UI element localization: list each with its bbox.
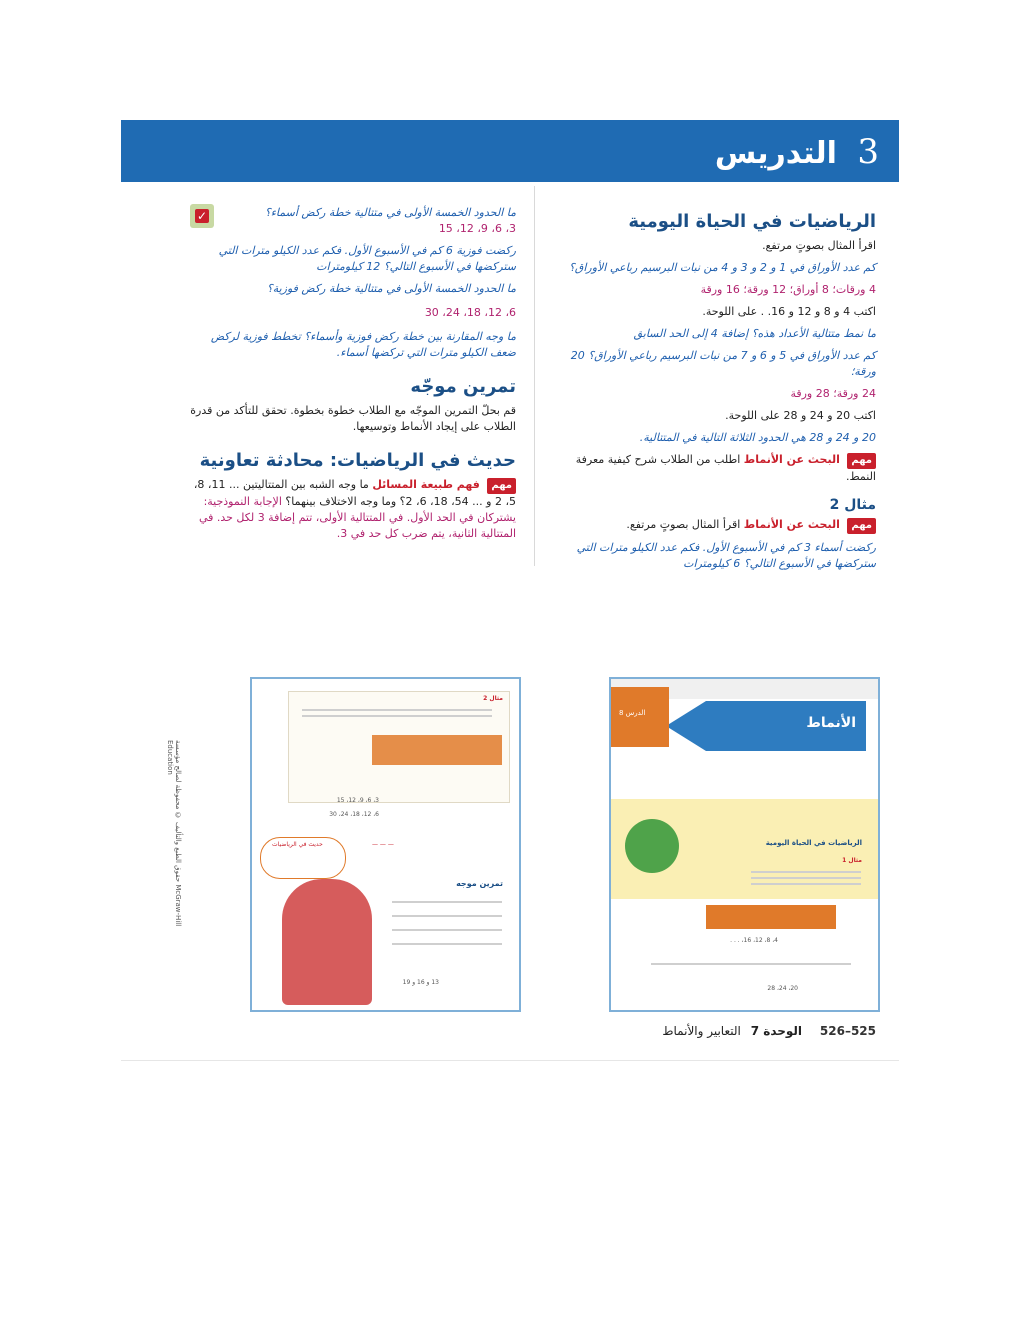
lesson-header-title bbox=[715, 132, 879, 172]
practice-tag: مهم bbox=[847, 453, 876, 469]
thumb-example: مثال 1 bbox=[842, 857, 862, 864]
line-6: 24 ورقة؛ 28 ورقة bbox=[790, 387, 876, 400]
example-text: اقرأ المثال بصوتٍ مرتفع. bbox=[626, 518, 741, 531]
thumb-text-line bbox=[302, 715, 492, 717]
thumb-text-line bbox=[751, 871, 861, 873]
a-fawzia-terms: 6، 12، 18، 24، 30 bbox=[424, 306, 516, 319]
math-talk-note bbox=[190, 477, 516, 542]
math-talk-title: حديث في الرياضيات: محادثة تعاونية bbox=[199, 450, 516, 471]
unit-title: التعابير والأنماط bbox=[662, 1024, 741, 1038]
math-talk-answer: الإجابة النموذجية: يشتركان في الحد الأول. في المتتالية الأولى، تتم إضافة 3 لكل حد. في المتتالية الثانية، يتم ضرب كل حد في 3. bbox=[198, 495, 516, 540]
student-page-thumbnail-left bbox=[250, 677, 521, 1012]
thumb-subtitle: الرياضيات في الحياة اليومية bbox=[765, 839, 862, 847]
line-8: 20 و 24 و 28 هي الحدود الثلاثة التالية في المتتالية. bbox=[639, 431, 876, 444]
thumb-text-line bbox=[392, 901, 502, 903]
lesson-header-band bbox=[121, 120, 899, 182]
lesson-number: 3 bbox=[857, 132, 879, 172]
example-2-note bbox=[548, 517, 876, 534]
thumb-left-guided: تمرين موجه bbox=[456, 879, 503, 888]
thumb-text-line bbox=[751, 877, 861, 879]
q-fawzia-terms: ما الحدود الخمسة الأولى في متتالية خطة ركض فوزية؟ bbox=[266, 282, 516, 295]
q-fawzia-next: ركضت فوزية 6 كم في الأسبوع الأول. فكم عدد الكيلو مترات التي ستركضها في الأسبوع التالي؟ 12 كيلومترات bbox=[218, 244, 516, 273]
q-asmaa-terms: ما الحدود الخمسة الأولى في متتالية خطة ركض أسماء؟ bbox=[264, 206, 516, 219]
column-divider bbox=[534, 186, 535, 566]
thumb-left-seq1: 3، 6، 9، 12، 15 bbox=[336, 797, 379, 804]
thumb-left-seq2: 6، 12، 18، 24، 30 bbox=[329, 811, 379, 818]
math-talk-text: ما وجه الشبه بين المتتاليتين ... 11، 8، 5، 2 و ... 54، 18، 6، 2؟ وما وجه الاختلاف بينهما؟ bbox=[193, 478, 516, 508]
section-title-everyday-math: الرياضيات في الحياة اليومية bbox=[628, 211, 876, 232]
thumb-left-talk-lines: — — — bbox=[372, 841, 394, 848]
left-column bbox=[190, 205, 516, 548]
copyright-credit: حقوق الطبع والتأليف © محفوظة لصالح مؤسسة McGraw-Hill Education bbox=[166, 740, 182, 927]
right-column bbox=[548, 210, 876, 578]
example-question: ركضت أسماء 3 كم في الأسبوع الأول. فكم عدد الكيلو مترات التي ستركضها في الأسبوع التالي؟ 6 كيلومترات bbox=[576, 541, 876, 570]
thumb-left-table bbox=[372, 735, 502, 765]
line-3: اكتب 4 و 8 و 12 و 16. . على اللوحة. bbox=[702, 305, 876, 318]
student-photo bbox=[282, 879, 372, 1005]
thumb-text-line bbox=[392, 943, 502, 945]
thumb-seq: 4، 8، 12، 16، . . . bbox=[730, 937, 778, 944]
thumb-table bbox=[706, 905, 836, 929]
line-7: اكتب 20 و 24 و 28 على اللوحة. bbox=[725, 409, 876, 422]
bottom-rule bbox=[121, 1060, 899, 1061]
thumb-answer: 20، 24، 28 bbox=[767, 985, 798, 992]
example-pattern-label: البحث عن الأنماط bbox=[743, 518, 840, 531]
q-compare: ما وجه المقارنة بين خطة ركض فوزية وأسماء؟ تخطط فوزية لركض ضعف الكيلو مترات التي تركضها أسماء. bbox=[210, 330, 516, 359]
thumb-left-example: مثال 2 bbox=[483, 695, 503, 702]
unit-label: الوحدة 7 bbox=[750, 1024, 803, 1038]
thumb-text-line bbox=[392, 915, 502, 917]
line-4: ما نمط متتالية الأعداد هذه؟ إضافة 4 إلى الحد السابق bbox=[633, 327, 876, 340]
practice-tag: مهم bbox=[487, 478, 516, 494]
example-2-title: مثال 2 bbox=[829, 497, 876, 513]
line-0: اقرأ المثال بصوتٍ مرتفع. bbox=[762, 239, 876, 252]
thumb-text-line bbox=[392, 929, 502, 931]
pattern-text: اطلب من الطلاب شرح كيفية معرفة النمط. bbox=[575, 453, 876, 483]
thumb-left-talk: حديث في الرياضيات bbox=[272, 841, 323, 848]
clover-image bbox=[625, 819, 679, 873]
guided-practice-text: قم بحلّ التمرين الموجّه مع الطلاب خطوة بخطوة. تحقق للتأكد من قدرة الطلاب على إيجاد الأنماط وتوسيعها. bbox=[190, 404, 516, 433]
line-5: كم عدد الأوراق في 5 و 6 و 7 من نبات البرسيم رباعي الأوراق؟ 20 ورقة؛ bbox=[570, 349, 876, 378]
a-asmaa-terms: 3، 6، 9، 12، 15 bbox=[438, 222, 516, 235]
guided-practice-title: تمرين موجّه bbox=[410, 376, 516, 397]
page-numbers: 525–526 bbox=[819, 1024, 876, 1038]
page-footer bbox=[662, 1024, 876, 1038]
math-talk-label: فهم طبيعة المسائل bbox=[372, 478, 480, 491]
thumb-lesson: الدرس 8 bbox=[619, 709, 646, 717]
lesson-title: التدريس bbox=[714, 136, 837, 171]
thumb-banner-title: الأنماط bbox=[806, 715, 856, 731]
pattern-note bbox=[548, 452, 876, 485]
student-page-thumbnail-right bbox=[609, 677, 880, 1012]
thumb-text-line bbox=[651, 963, 851, 965]
thumb-text-line bbox=[302, 709, 492, 711]
practice-tag: مهم bbox=[847, 518, 876, 534]
thumb-text-line bbox=[751, 883, 861, 885]
line-2: 4 ورقات؛ 8 أوراق؛ 12 ورقة؛ 16 ورقة bbox=[700, 283, 876, 296]
thumb-left-answer: 13 و 16 و 19 bbox=[402, 979, 439, 986]
pattern-label: البحث عن الأنماط bbox=[743, 453, 840, 466]
line-1: كم عدد الأوراق في 1 و 2 و 3 و 4 من نبات البرسيم رباعي الأوراق؟ bbox=[568, 261, 876, 274]
lesson-tab bbox=[611, 687, 669, 747]
check-icon: ✓ bbox=[190, 204, 214, 228]
